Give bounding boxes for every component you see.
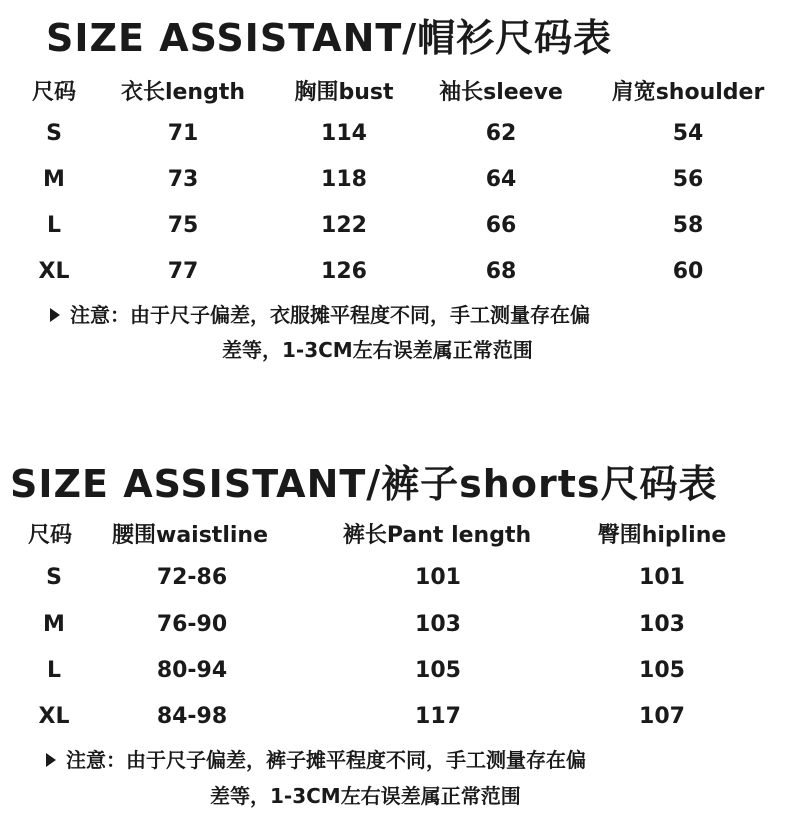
pant-length-cell: 117	[415, 704, 461, 729]
shoulder-cell: 54	[672, 121, 704, 146]
hip-cell: 107	[639, 704, 685, 729]
sleeve-cell: 64	[485, 167, 517, 192]
shoulder-cell: 60	[672, 259, 704, 284]
header-pant-length: 裤长Pant length	[342, 523, 532, 548]
pant-length-cell: 101	[415, 565, 461, 590]
shirt-note-line1	[50, 299, 590, 331]
bust-cell: 126	[321, 259, 367, 284]
header-hipline: 臀围hipline	[597, 523, 727, 548]
shorts-note-line1	[46, 744, 586, 776]
hip-cell: 103	[639, 612, 685, 637]
size-cell: L	[46, 658, 62, 683]
header-length: 衣长length	[120, 80, 246, 105]
bust-cell: 122	[321, 213, 367, 238]
waist-cell: 76-90	[156, 612, 228, 637]
size-cell: XL	[38, 259, 70, 284]
table-row	[0, 257, 800, 287]
size-cell: L	[46, 213, 62, 238]
shorts-note-line2: 差等，1-3CM左右误差属正常范围	[210, 784, 521, 808]
size-cell: S	[46, 121, 62, 146]
triangle-right-icon	[46, 753, 56, 767]
shoulder-cell: 58	[672, 213, 704, 238]
size-cell: M	[43, 167, 65, 192]
waist-cell: 72-86	[156, 565, 228, 590]
header-size: 尺码	[31, 80, 77, 105]
table-row	[0, 610, 800, 640]
table-row	[0, 119, 800, 149]
note-text: 注意：由于尺子偏差，衣服摊平程度不同，手工测量存在偏	[70, 303, 590, 327]
pant-length-cell: 103	[415, 612, 461, 637]
header-sleeve: 袖长sleeve	[439, 80, 563, 105]
sleeve-cell: 66	[485, 213, 517, 238]
bust-cell: 114	[321, 121, 367, 146]
shorts-header-row	[0, 521, 800, 551]
hip-cell: 105	[639, 658, 685, 683]
waist-cell: 80-94	[156, 658, 228, 683]
pant-length-cell: 105	[415, 658, 461, 683]
size-cell: S	[46, 565, 62, 590]
shirt-header-row	[0, 78, 800, 108]
sleeve-cell: 68	[485, 259, 517, 284]
size-cell: XL	[38, 704, 70, 729]
sleeve-cell: 62	[485, 121, 517, 146]
shoulder-cell: 56	[672, 167, 704, 192]
header-shoulder: 肩宽shoulder	[611, 80, 765, 105]
header-waistline: 腰围waistline	[112, 523, 268, 548]
size-cell: M	[43, 612, 65, 637]
table-row	[0, 702, 800, 732]
shirt-size-title: SIZE ASSISTANT/帽衫尺码表	[46, 16, 613, 60]
bust-cell: 118	[321, 167, 367, 192]
shorts-size-title: SIZE ASSISTANT/裤子shorts尺码表	[10, 462, 718, 506]
header-size: 尺码	[27, 523, 73, 548]
header-bust: 胸围bust	[294, 80, 394, 105]
shirt-note-line2: 差等，1-3CM左右误差属正常范围	[222, 338, 533, 362]
table-row	[0, 211, 800, 241]
triangle-right-icon	[50, 308, 60, 322]
length-cell: 73	[167, 167, 199, 192]
length-cell: 75	[167, 213, 199, 238]
table-row	[0, 165, 800, 195]
hip-cell: 101	[639, 565, 685, 590]
table-row	[0, 563, 800, 593]
length-cell: 71	[167, 121, 199, 146]
waist-cell: 84-98	[156, 704, 228, 729]
length-cell: 77	[167, 259, 199, 284]
table-row	[0, 656, 800, 686]
note-text: 注意：由于尺子偏差，裤子摊平程度不同，手工测量存在偏	[66, 748, 586, 772]
